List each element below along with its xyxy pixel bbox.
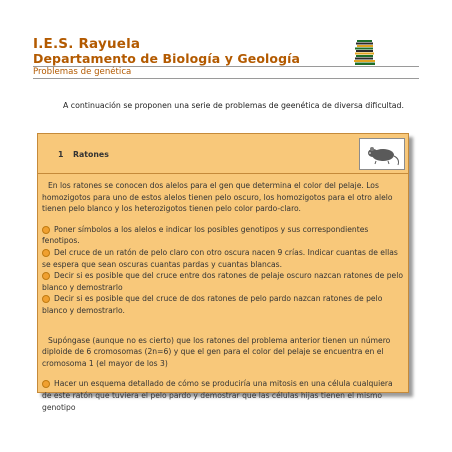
problem-statement-2: Supóngase (aunque no es cierto) que los ratones del problema anterior tienen un número diploide de 6 cromosomas (2n=6) y que el gen para el color del pelaje se encuentra en el cromosoma 1 (el mayor de los 3) [42, 335, 391, 368]
mouse-picture [359, 138, 405, 170]
list-item [42, 224, 404, 247]
header-rule-bottom [33, 78, 419, 79]
list-item [42, 270, 404, 293]
list-item [42, 378, 404, 413]
list-item-text: Decir si es posible que del cruce de dos ratones de pelo pardo nazcan ratones de pelo blanco y demostrarlo. [42, 294, 383, 315]
bullet-icon [42, 272, 50, 280]
bullet-icon [42, 226, 50, 234]
list-item-text: Poner símbolos a los alelos e indicar los posibles genotipos y sus correspondientes fenotipos. [42, 224, 369, 246]
bullet-icon [42, 380, 50, 388]
list-item-text: Decir si es posible que del cruce entre dos ratones de pelaje oscuro nazcan ratones de pelo blanco y demostrarlo [42, 271, 403, 292]
problem-content [42, 180, 404, 413]
intro-text: A continuación se proponen una serie de problemas de geenética de diversa dificultad. [63, 101, 404, 110]
problem-box [37, 133, 409, 412]
problem-title: Ratones [73, 150, 109, 159]
school-name: I.E.S. Rayuela [33, 36, 141, 52]
list-item-text: Del cruce de un ratón de pelo claro con otro oscura nacen 9 crías. Indicar cuantas de ellas se espera que sean oscuras cuantas pardas y cuantas blancas. [42, 247, 398, 269]
list-item [42, 293, 404, 316]
page-subtitle: Problemas de genética [33, 67, 132, 77]
problem-statement: En los ratones se conocen dos alelos para el gen que determina el color del pelaje. Los homozigotos para uno de estos alelos tienen pelo oscuro, los homozigotos para el otro alelo tienen pelo blanco y los heterozigotos tienen pelo color pardo-claro. [42, 181, 393, 214]
list-item-text: Hacer un esquema detallado de cómo se produciría una mitosis en una célula cualquiera de este ratón que tuviera el pelo pardo y demostrar que las células hijas tienen el mismo genotipo [42, 379, 393, 412]
bullet-icon [42, 295, 50, 303]
list-item [42, 247, 404, 270]
books-logo-icon [352, 40, 378, 66]
department-title: Departamento de Biología y Geología [33, 51, 301, 66]
mouse-icon [360, 139, 404, 169]
problem-header [38, 134, 408, 174]
bullet-icon [42, 249, 50, 257]
problem-number: 1 [58, 150, 64, 159]
